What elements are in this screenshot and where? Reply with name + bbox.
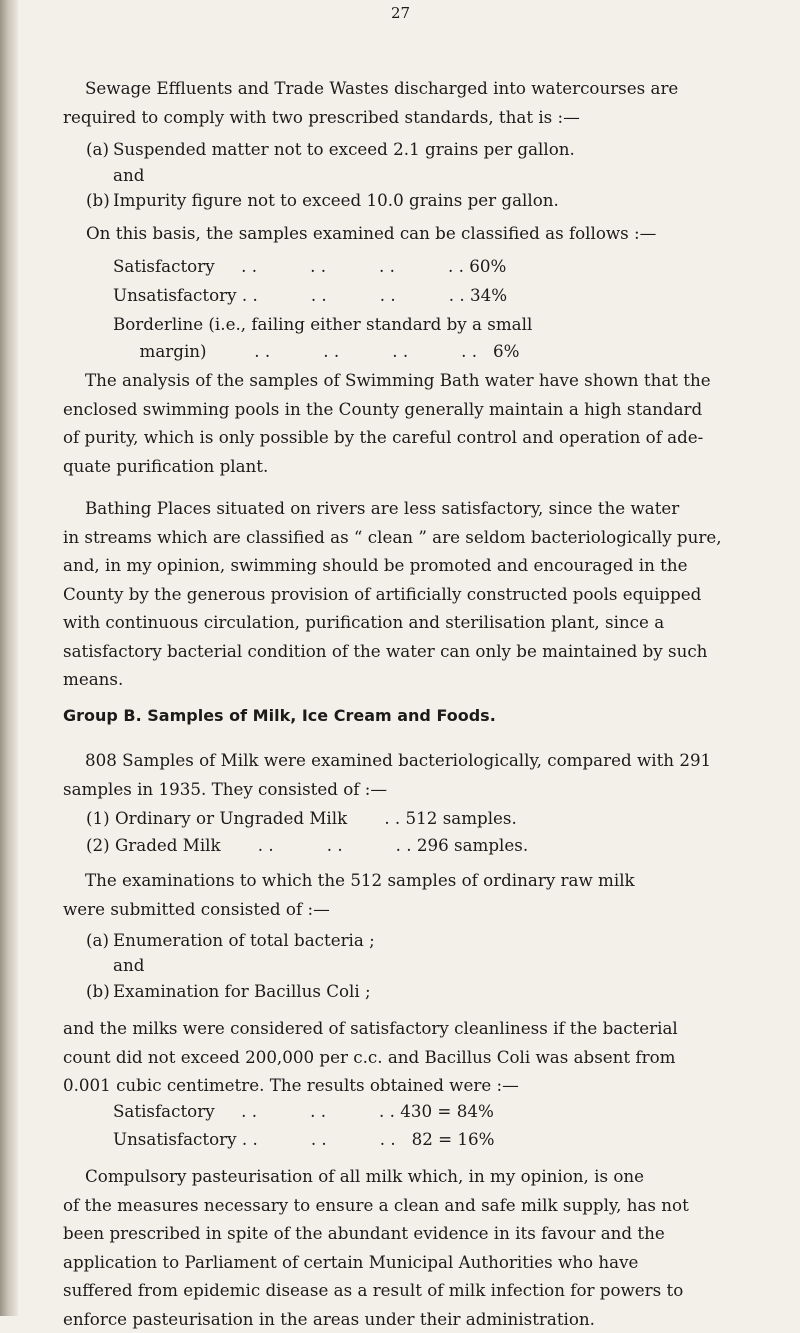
text-line: County by the generous provision of artificially constructed pools equipped <box>63 580 758 609</box>
examination-a-text: Enumeration of total bacteria ; <box>113 929 375 951</box>
text-line: Bathing Places situated on rivers are less satisfactory, since the water <box>63 494 758 523</box>
standard-b-text: Impurity figure not to exceed 10.0 grains per gallon. <box>113 189 559 211</box>
classification-borderline: Borderline (i.e., failing either standard by a small <box>113 313 532 335</box>
text-line: of purity, which is only possible by the careful control and operation of ade- <box>63 423 758 452</box>
standard-and: and <box>113 164 144 186</box>
page-number: 27 <box>391 2 410 24</box>
text-line: in streams which are classified as “ clean ” are seldom bacteriologically pure, <box>63 523 758 552</box>
milk-type-ordinary: (1) Ordinary or Ungraded Milk . . 512 samples. <box>86 807 517 829</box>
paragraph-4 <box>63 494 758 694</box>
text-line: and the milks were considered of satisfactory cleanliness if the bacterial <box>63 1014 758 1043</box>
text-line: required to comply with two prescribed standards, that is :— <box>63 103 758 132</box>
text-line: of the measures necessary to ensure a clean and safe milk supply, has not <box>63 1191 758 1220</box>
examination-b-label: (b) <box>86 980 110 1002</box>
examination-and: and <box>113 954 144 976</box>
text-line: satisfactory bacterial condition of the water can only be maintained by such <box>63 637 758 666</box>
text-line: Sewage Effluents and Trade Wastes discharged into watercourses are <box>63 74 758 103</box>
paragraph-2: On this basis, the samples examined can be classified as follows :— <box>86 222 656 244</box>
text-line: enclosed swimming pools in the County generally maintain a high standard <box>63 395 758 424</box>
paragraph-6 <box>63 866 758 923</box>
milk-result-satisfactory: Satisfactory . . . . . . 430 = 84% <box>113 1100 494 1122</box>
examination-a-label: (a) <box>86 929 109 951</box>
standard-a-text: Suspended matter not to exceed 2.1 grains per gallon. <box>113 138 575 160</box>
paragraph-5 <box>63 746 758 803</box>
milk-type-graded: (2) Graded Milk . . . . . . 296 samples. <box>86 834 528 856</box>
text-line: count did not exceed 200,000 per c.c. and Bacillus Coli was absent from <box>63 1043 758 1072</box>
text-line: were submitted consisted of :— <box>63 895 758 924</box>
text-line: 808 Samples of Milk were examined bacteriologically, compared with 291 <box>63 746 758 775</box>
section-heading: Group B. Samples of Milk, Ice Cream and Foods. <box>63 705 496 727</box>
milk-result-unsatisfactory: Unsatisfactory . . . . . . 82 = 16% <box>113 1128 495 1150</box>
standard-a-label: (a) <box>86 138 109 160</box>
text-line: quate purification plant. <box>63 452 758 481</box>
text-line: Compulsory pasteurisation of all milk which, in my opinion, is one <box>63 1162 758 1191</box>
text-line: The examinations to which the 512 samples of ordinary raw milk <box>63 866 758 895</box>
classification-satisfactory: Satisfactory . . . . . . . . 60% <box>113 255 506 277</box>
paragraph-8 <box>63 1162 758 1333</box>
text-line: samples in 1935. They consisted of :— <box>63 775 758 804</box>
text-line: enforce pasteurisation in the areas under their administration. <box>63 1305 758 1333</box>
classification-margin: margin) . . . . . . . . 6% <box>113 340 519 362</box>
paragraph-3 <box>63 366 758 480</box>
examination-b-text: Examination for Bacillus Coli ; <box>113 980 371 1002</box>
standard-b-label: (b) <box>86 189 110 211</box>
text-line: The analysis of the samples of Swimming Bath water have shown that the <box>63 366 758 395</box>
paragraph-7 <box>63 1014 758 1100</box>
text-line: been prescribed in spite of the abundant evidence in its favour and the <box>63 1219 758 1248</box>
text-line: with continuous circulation, purification and sterilisation plant, since a <box>63 608 758 637</box>
text-line: and, in my opinion, swimming should be promoted and encouraged in the <box>63 551 758 580</box>
classification-unsatisfactory: Unsatisfactory . . . . . . . . 34% <box>113 284 507 306</box>
text-line: 0.001 cubic centimetre. The results obtained were :— <box>63 1071 758 1100</box>
text-line: means. <box>63 665 758 694</box>
text-line: suffered from epidemic disease as a result of milk infection for powers to <box>63 1276 758 1305</box>
paragraph-1 <box>63 74 758 131</box>
text-line: application to Parliament of certain Municipal Authorities who have <box>63 1248 758 1277</box>
